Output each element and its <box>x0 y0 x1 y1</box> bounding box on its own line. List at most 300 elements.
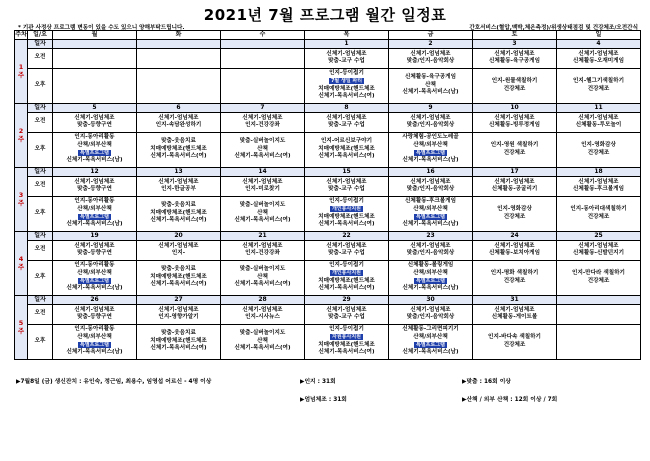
activity-line: 신체기-목욕서비스(남) <box>402 157 459 164</box>
activity-line: 치매예방체조(핸드체조 <box>150 209 207 216</box>
activity-line: 건강체조 <box>587 277 610 284</box>
pm-row <box>15 324 641 359</box>
activity-line: 신체기-목욕서비스(여) <box>234 345 291 352</box>
week-label: 5 주 <box>15 295 28 359</box>
pm-cell <box>557 132 641 167</box>
activity-line: 신체기-엄넘체조 <box>578 114 619 121</box>
activity-line: 치매예방체조(핸드체조 <box>318 85 375 92</box>
activity-line: 신체기-엄넘체조 <box>242 178 283 185</box>
activity-line: 신체기-엄넘체조 <box>410 50 451 57</box>
activity-line: 맞춤-교구 수업 <box>328 250 365 257</box>
special-program-badge: 특별프로그램 <box>80 277 109 284</box>
am-label: 오전 <box>28 48 53 68</box>
activity-line: 신체기-엄넘체조 <box>326 242 367 249</box>
date-cell: 5 <box>53 103 137 112</box>
am-cell <box>473 112 557 132</box>
activity-line: 산책/외부산책 <box>77 142 112 148</box>
am-cell <box>557 48 641 68</box>
activity-line: 신체기-목욕서비스(여) <box>318 285 375 292</box>
special-program-badge: 개인봉사지원 <box>332 206 361 212</box>
activity-line: 신체기-엄넘체조 <box>158 178 199 185</box>
pm-cell <box>557 324 641 359</box>
activity-line: 맞춤/인지-음악회상 <box>406 314 455 321</box>
special-program-badge: 특별프로그램 <box>416 277 445 284</box>
activity-line: 인지-동아리활동 <box>74 198 115 205</box>
activity-line: 산책/외부산책 <box>77 206 112 212</box>
special-program-badge: 7월 생일 파티 <box>330 78 363 84</box>
cell-line-wrap <box>305 334 388 342</box>
am-label: 오전 <box>28 240 53 260</box>
activity-line: 신체기-엄넘체조 <box>158 242 199 249</box>
activity-line: 사랑체험-공인도노레골 <box>402 134 459 141</box>
activity-line: 맞춤-등향구연 <box>77 314 112 321</box>
activity-line: 신체기-목욕서비스(남) <box>402 89 459 96</box>
activity-line: 건강체조 <box>503 341 526 348</box>
am-label: 오전 <box>28 112 53 132</box>
activity-line: 신체기-엄넘체조 <box>410 306 451 313</box>
special-program-badge: 특별프로그램 <box>80 149 109 156</box>
activity-line: 인지-동아리대색칠하기 <box>570 206 627 212</box>
activity-line: 치매예방체조(핸드체조 <box>318 277 375 284</box>
pm-cell <box>221 132 305 167</box>
activity-line: 건강체조 <box>503 213 526 220</box>
week-label: 2 주 <box>15 103 28 167</box>
activity-line: 인지-등이접기 <box>329 326 364 333</box>
activity-line: 신체기-엄넘체조 <box>578 178 619 185</box>
date-cell: 9 <box>389 103 473 112</box>
pm-cell <box>473 132 557 167</box>
activity-line: 신체기-목욕서비스(남) <box>66 157 123 164</box>
pm-cell <box>221 324 305 359</box>
am-cell <box>53 176 137 196</box>
activity-line: 신체기-엄넘체조 <box>74 306 115 313</box>
activity-line: 치매예방체조(핸드체조 <box>150 337 207 344</box>
pm-cell <box>389 132 473 167</box>
pm-cell <box>389 324 473 359</box>
am-cell <box>473 304 557 324</box>
am-row <box>15 304 641 324</box>
activity-line: 신체기-엄넘체조 <box>494 50 535 57</box>
am-cell <box>557 240 641 260</box>
activity-line: 신체활동-육구공게임 <box>405 74 456 81</box>
date-label: 일자 <box>28 295 53 304</box>
activity-line: 산책/외부산책 <box>413 142 448 148</box>
activity-line: 신체기-목욕서비스(여) <box>150 217 207 224</box>
am-cell <box>389 112 473 132</box>
schedule-table <box>14 30 641 360</box>
activity-line: 산책 <box>257 209 268 216</box>
pm-cell <box>305 196 389 231</box>
pm-cell <box>473 260 557 295</box>
special-program-badge: 특별프로그램 <box>416 341 445 348</box>
activity-line: 건강체조 <box>503 149 526 156</box>
pm-cell <box>137 132 221 167</box>
activity-line: 인지-등이접기 <box>329 262 364 269</box>
activity-line: 신체기-엄넘체조 <box>74 178 115 185</box>
pm-row <box>15 68 641 103</box>
activity-line: 인지-바다속 색칠하기 <box>488 334 541 340</box>
am-cell <box>473 48 557 68</box>
date-cell: 13 <box>137 167 221 176</box>
date-cell: 30 <box>389 295 473 304</box>
stat-exercise: ▶엄넘체조 : 31회 <box>300 397 347 403</box>
activity-line: 신체기-엄넘체조 <box>494 306 535 313</box>
activity-line: 인지-영화감상 <box>581 142 616 148</box>
date-cell: 2 <box>389 39 473 48</box>
special-program-badge: 개인봉사지원 <box>332 270 361 276</box>
activity-line: 인지-시사뉴스 <box>245 314 280 321</box>
pm-label: 오후 <box>28 68 53 103</box>
activity-line: 건강체조 <box>503 277 526 284</box>
activity-line: 신체기-목욕서비스(여) <box>234 217 291 224</box>
am-cell <box>221 304 305 324</box>
pm-cell <box>305 324 389 359</box>
date-cell: 25 <box>557 231 641 240</box>
activity-line: 신체기-엄넘체조 <box>158 306 199 313</box>
activity-line: 인지-건강강좌 <box>245 122 280 129</box>
pm-cell <box>221 196 305 231</box>
activity-line: 신체기-엄넘체조 <box>158 114 199 121</box>
activity-line: 건강체조 <box>587 85 610 92</box>
activity-line: 맞춤-웃음치료 <box>161 202 196 209</box>
pm-label: 오후 <box>28 196 53 231</box>
date-cell: 12 <box>53 167 137 176</box>
pm-cell <box>389 260 473 295</box>
activity-line: 신체기-엄넘체조 <box>410 242 451 249</box>
date-cell: 8 <box>305 103 389 112</box>
date-cell: 11 <box>557 103 641 112</box>
pm-cell <box>137 68 221 103</box>
pm-cell <box>557 196 641 231</box>
am-row <box>15 48 641 68</box>
am-cell <box>305 240 389 260</box>
pm-cell <box>137 196 221 231</box>
activity-line: 치매예방체조(핸드체조 <box>150 145 207 152</box>
day-header: 일 <box>557 31 641 40</box>
pm-cell <box>221 68 305 103</box>
activity-line: 치매예방체조(핸드체조 <box>318 341 375 348</box>
activity-line: 신체활동-투모놀이 <box>575 122 622 129</box>
activity-line: 산책/외부산책 <box>413 270 448 276</box>
cell-line-wrap <box>305 270 388 278</box>
date-cell: 21 <box>221 231 305 240</box>
activity-line: 신체기-엄넘체조 <box>494 178 535 185</box>
activity-line: 산책 <box>257 145 268 152</box>
activity-line: 맞춤-등향구연 <box>77 122 112 129</box>
pm-cell <box>53 196 137 231</box>
activity-line: 맞춤/인지-음악회상 <box>406 250 455 257</box>
activity-line: 신체활동-후크볼게임 <box>405 198 456 205</box>
activity-line: 신체기-엄넘체조 <box>74 242 115 249</box>
am-cell <box>473 176 557 196</box>
activity-line: 인지- <box>171 250 186 257</box>
stat-custom: ▶맞춤 : 16회 이상 <box>462 379 511 385</box>
activity-line: 신체활동-보치아게임 <box>489 250 540 257</box>
am-cell <box>137 48 221 68</box>
date-cell <box>137 39 221 48</box>
pm-cell <box>53 324 137 359</box>
am-cell <box>305 176 389 196</box>
am-cell <box>473 240 557 260</box>
am-row <box>15 240 641 260</box>
am-cell <box>53 112 137 132</box>
activity-line: 신체활동-그리면피기기 <box>402 326 459 333</box>
activity-line: 신체기-엄넘체조 <box>326 178 367 185</box>
date-label: 일자 <box>28 231 53 240</box>
pm-cell <box>53 132 137 167</box>
stat-walk: ▶산책 / 외부 산책 : 12회 이상 / 7회 <box>462 397 558 403</box>
am-cell <box>137 112 221 132</box>
activity-line: 맞춤-실버놀이지도 <box>239 138 286 145</box>
date-cell: 4 <box>557 39 641 48</box>
date-row <box>15 39 641 48</box>
activity-line: 신체기-목욕서비스(남) <box>66 221 123 228</box>
activity-line: 신체기-엄넘체조 <box>242 114 283 121</box>
pm-cell <box>305 132 389 167</box>
activity-line: 신체활동-후크볼게임 <box>573 186 624 193</box>
date-cell: 19 <box>53 231 137 240</box>
day-header: 수 <box>221 31 305 40</box>
am-cell <box>389 48 473 68</box>
date-cell: 26 <box>53 295 137 304</box>
activity-line: 맞춤-교구 수업 <box>328 186 365 193</box>
pm-cell <box>473 68 557 103</box>
activity-line: 맞춤-등향구연 <box>77 250 112 257</box>
pm-cell <box>557 260 641 295</box>
activity-line: 신체기-엄넘체조 <box>326 306 367 313</box>
date-cell: 27 <box>137 295 221 304</box>
page-title: 2021년 7월 프로그램 월간 일정표 <box>203 6 447 24</box>
activity-line: 맞춤/인지-음악회상 <box>406 186 455 193</box>
activity-line: 신체기-엄넘체조 <box>410 114 451 121</box>
activity-line: 산책/외부산책 <box>77 334 112 340</box>
date-cell: 1 <box>305 39 389 48</box>
service-note: 간호서비스(혈압,맥박,체온측정)/위생상태점검 및 건강체조/오전간식 <box>469 25 638 31</box>
activity-line: 신체활동-오재미게임 <box>573 58 624 65</box>
pm-row <box>15 260 641 295</box>
type-col-header: 일/요 <box>28 31 53 40</box>
am-cell <box>305 304 389 324</box>
date-cell: 24 <box>473 231 557 240</box>
date-row <box>15 167 641 176</box>
am-cell <box>137 240 221 260</box>
activity-line: 신체활동-공굴리기 <box>491 186 538 193</box>
date-cell: 6 <box>137 103 221 112</box>
activity-line: 산책/외부산책 <box>77 270 112 276</box>
am-label: 오전 <box>28 304 53 324</box>
stat-cognitive: ▶인지 : 31회 <box>300 379 336 385</box>
activity-line: 신체활동-육구공게임 <box>489 58 540 65</box>
pm-row <box>15 132 641 167</box>
am-cell <box>557 176 641 196</box>
activity-line: 맞춤-교구 수업 <box>328 58 365 65</box>
activity-line: 맞춤-웃음치료 <box>161 266 196 273</box>
week-label: 3 주 <box>15 167 28 231</box>
date-cell: 31 <box>473 295 557 304</box>
week-col-header: 주차 <box>15 31 27 38</box>
pm-cell <box>53 260 137 295</box>
activity-line: 신체기-엄넘체조 <box>326 114 367 121</box>
day-header: 금 <box>389 31 473 40</box>
date-cell: 18 <box>557 167 641 176</box>
header-row <box>15 31 641 40</box>
activity-line: 신체기-엄넘체조 <box>578 50 619 57</box>
activity-line: 맞춤-교구 수업 <box>328 314 365 321</box>
am-cell <box>221 112 305 132</box>
am-cell <box>221 240 305 260</box>
activity-line: 인지-속담완성하기 <box>155 122 202 129</box>
date-cell: 23 <box>389 231 473 240</box>
activity-line: 신체기-목욕서비스(여) <box>318 93 375 100</box>
date-cell: 20 <box>137 231 221 240</box>
activity-line: 신체기-엄넘체조 <box>242 306 283 313</box>
day-header: 월 <box>53 31 137 40</box>
date-cell: 7 <box>221 103 305 112</box>
pm-cell <box>305 260 389 295</box>
activity-line: 맞춤-웃음치료 <box>161 138 196 145</box>
date-cell: 16 <box>389 167 473 176</box>
activity-line: 신체기-엄넘체조 <box>410 178 451 185</box>
week-label: 1 주 <box>15 39 28 103</box>
activity-line: 신체기-목욕서비스(여) <box>318 349 375 356</box>
activity-line: 인지-영원 색칠하기 <box>490 142 539 148</box>
special-program-badge: 자원봉사지원 <box>332 334 361 340</box>
activity-line: 신체기-엄넘체조 <box>326 50 367 57</box>
activity-line: 신체기-엄넘체조 <box>242 242 283 249</box>
activity-line: 신체기-목욕서비스(남) <box>402 349 459 356</box>
activity-line: 맞춤-웃음치료 <box>161 330 196 337</box>
am-label: 오전 <box>28 176 53 196</box>
activity-line: 치매예방체조(핸드체조 <box>150 273 207 280</box>
cell-line-wrap <box>305 78 388 86</box>
activity-line: 신체기-목욕서비스(여) <box>318 153 375 160</box>
activity-line: 산책 <box>425 81 436 88</box>
activity-line: 신체기-엄넘체조 <box>494 242 535 249</box>
am-cell <box>389 240 473 260</box>
date-row <box>15 231 641 240</box>
activity-line: 신체활동-신발던지기 <box>573 250 624 257</box>
am-cell <box>53 240 137 260</box>
am-cell <box>557 304 641 324</box>
date-cell: 15 <box>305 167 389 176</box>
activity-line: 산책 <box>257 273 268 280</box>
special-program-badge: 특별프로그램 <box>416 213 445 220</box>
activity-line: 신체기-목욕서비스(여) <box>150 345 207 352</box>
activity-line: 신체활동-빙루정게임 <box>489 122 540 129</box>
activity-line: 신체기-목욕서비스(남) <box>402 221 459 228</box>
date-cell: 14 <box>221 167 305 176</box>
activity-line: 산책 <box>257 337 268 344</box>
activity-line: 신체기-목욕서비스(여) <box>150 281 207 288</box>
activity-line: 건강체조 <box>503 85 526 92</box>
date-cell: 29 <box>305 295 389 304</box>
pm-cell <box>557 68 641 103</box>
activity-line: 맞춤-실버놀이지도 <box>239 266 286 273</box>
activity-line: 신체기-엄넘체조 <box>74 114 115 121</box>
pm-label: 오후 <box>28 132 53 167</box>
date-cell: 28 <box>221 295 305 304</box>
am-cell <box>305 48 389 68</box>
pm-label: 오후 <box>28 260 53 295</box>
date-row <box>15 295 641 304</box>
activity-line: 신체기-목욕서비스(남) <box>66 349 123 356</box>
am-cell <box>305 112 389 132</box>
activity-line: 인지-건강강좌 <box>245 250 280 257</box>
activity-line: 맞춤-실버놀이지도 <box>239 202 286 209</box>
date-label: 일자 <box>28 167 53 176</box>
pm-cell <box>473 324 557 359</box>
birthday-note: ▶7월8일 (금) 생신잔치 : 유인숙, 정근임, 최용수, 임영섭 어르신 - 4명 이상 <box>16 379 212 385</box>
activity-line: 인지-원물색칠하기 <box>491 78 538 84</box>
pm-cell <box>137 324 221 359</box>
activity-line: 인지-영향가알기 <box>158 314 199 321</box>
activity-line: 인지-동아리활동 <box>74 326 115 333</box>
am-cell <box>221 48 305 68</box>
activity-line: 맞춤-등향구연 <box>77 186 112 193</box>
am-cell <box>389 176 473 196</box>
date-row <box>15 103 641 112</box>
special-program-badge: 특별프로그램 <box>80 341 109 348</box>
activity-line: 치매예방체조(핸드체조 <box>318 145 375 152</box>
date-cell <box>221 39 305 48</box>
am-cell <box>137 176 221 196</box>
activity-line: 신체기-목욕서비스(여) <box>150 153 207 160</box>
activity-line: 치매예방체조(핸드체조 <box>318 213 375 220</box>
day-header: 토 <box>473 31 557 40</box>
activity-line: 신체기-목욕서비스(남) <box>402 285 459 292</box>
activity-line: 인지-등이접기 <box>329 70 364 77</box>
activity-line: 인지-동아리활동 <box>74 134 115 141</box>
pm-row <box>15 196 641 231</box>
am-cell <box>137 304 221 324</box>
activity-line: 인지-영화감상 <box>497 206 532 212</box>
date-cell <box>557 295 641 304</box>
activity-line: 인지-헬그기색칠하기 <box>573 78 624 84</box>
pm-cell <box>473 196 557 231</box>
activity-line: 신체기-목욕서비스(여) <box>234 153 291 160</box>
activity-line: 신체기-목욕서비스(여) <box>234 281 291 288</box>
am-cell <box>557 112 641 132</box>
date-label: 일자 <box>28 103 53 112</box>
activity-line: 산책/외부산책 <box>413 334 448 340</box>
date-label: 일자 <box>28 39 53 48</box>
activity-line: 산책/외부산책 <box>413 206 448 212</box>
special-program-badge: 특별프로그램 <box>416 149 445 156</box>
activity-line: 신체기-목욕서비스(여) <box>318 221 375 228</box>
activity-line: 맞춤/인지-음악회상 <box>406 122 455 129</box>
activity-line: 맞춤/인지-음악회상 <box>406 58 455 65</box>
activity-line: 신체기-목욕서비스(남) <box>66 285 123 292</box>
activity-line: 인지-동아리활동 <box>74 262 115 269</box>
am-cell <box>53 48 137 68</box>
activity-line: 맞춤-교구 수업 <box>328 122 365 129</box>
activity-line: 신체기-엄넘체조 <box>494 114 535 121</box>
date-cell: 3 <box>473 39 557 48</box>
pm-label: 오후 <box>28 324 53 359</box>
activity-line: 인지-어르신보구야기 <box>321 138 372 145</box>
activity-line: 맞춤-실버놀이지도 <box>239 330 286 337</box>
activity-line: 인지-만다라 색칠하기 <box>572 270 625 276</box>
date-cell: 17 <box>473 167 557 176</box>
pm-cell <box>389 68 473 103</box>
pm-cell <box>137 260 221 295</box>
activity-line: 인지-한글공부 <box>161 186 196 193</box>
activity-line: 신체활동-볼링게임 <box>407 262 454 269</box>
activity-line: 인지-명화 색칠하기 <box>490 270 539 276</box>
am-cell <box>389 304 473 324</box>
activity-line: 건강체조 <box>587 149 610 156</box>
am-row <box>15 176 641 196</box>
